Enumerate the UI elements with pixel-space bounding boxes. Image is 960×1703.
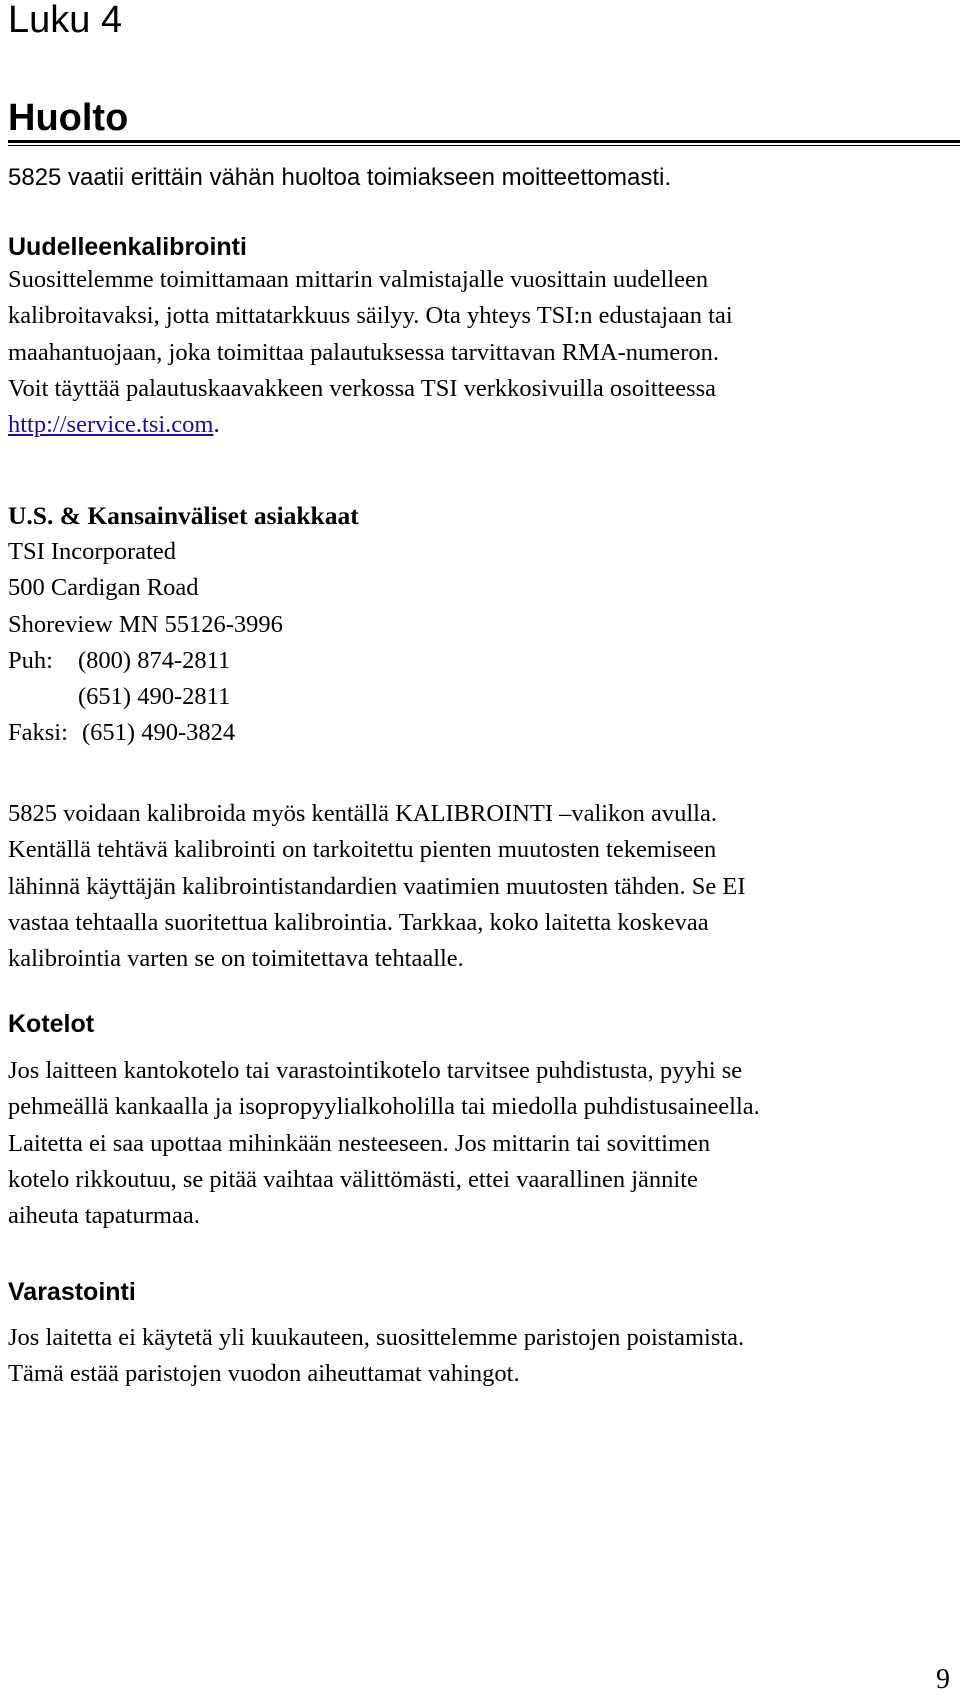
phone-number-2: (651) 490-2811 bbox=[78, 683, 231, 711]
cases-paragraph bbox=[8, 1053, 953, 1234]
chapter-label: Luku 4 bbox=[8, 0, 123, 41]
text-line: Kentällä tehtävä kalibrointi on tarkoitettu pienten muutosten tekemiseen bbox=[8, 836, 717, 864]
field-calibration-paragraph bbox=[8, 796, 953, 977]
text-line: pehmeällä kankaalla ja isopropyylialkoholilla tai miedolla puhdistusaineella. bbox=[8, 1093, 760, 1121]
link-suffix: . bbox=[213, 411, 220, 439]
contact-heading: U.S. & Kansainväliset asiakkaat bbox=[8, 501, 359, 530]
phone-label: Puh: bbox=[8, 646, 53, 674]
company-name: TSI Incorporated bbox=[8, 538, 177, 565]
text-line: aiheuta tapaturmaa. bbox=[8, 1202, 200, 1230]
text-line: Jos laitteen kantokotelo tai varastointikotelo tarvitsee puhdistusta, pyyhi se bbox=[8, 1057, 743, 1084]
text-line: kotelo rikkoutuu, se pitää vaihtaa välittömästi, ettei vaarallinen jännite bbox=[8, 1165, 698, 1193]
contact-address bbox=[8, 534, 283, 752]
text-line: vastaa tehtaalla suoritettua kalibrointia. Tarkkaa, koko laitetta koskevaa bbox=[8, 908, 709, 936]
text-line: Suosittelemme toimittamaan mittarin valmistajalle vuosittain uudelleen bbox=[8, 266, 709, 293]
text-line: kalibrointia varten se on toimitettava tehtaalle. bbox=[8, 945, 464, 973]
recalibration-heading: Uudelleenkalibrointi bbox=[8, 233, 247, 261]
text-line: lähinnä käyttäjän kalibrointistandardien vaatimien muutosten tähden. Se EI bbox=[8, 872, 746, 900]
text-line: Jos laitetta ei käytetä yli kuukauteen, suosittelemme paristojen poistamista. bbox=[8, 1324, 745, 1351]
cases-heading: Kotelot bbox=[8, 1010, 95, 1038]
storage-heading: Varastointi bbox=[8, 1278, 136, 1306]
text-line: Voit täyttää palautuskaavakkeen verkossa TSI verkkosivuilla osoitteessa bbox=[8, 374, 717, 402]
storage-paragraph bbox=[8, 1320, 953, 1393]
recalibration-paragraph bbox=[8, 262, 953, 443]
text-line: Tämä estää paristojen vuodon aiheuttamat vahingot. bbox=[8, 1360, 520, 1388]
title-rule-thin bbox=[8, 145, 960, 146]
text-line: 5825 voidaan kalibroida myös kentällä KALIBROINTI –valikon avulla. bbox=[8, 800, 717, 827]
text-line: Laitetta ei saa upottaa mihinkään nesteeseen. Jos mittarin tai sovittimen bbox=[8, 1129, 711, 1157]
fax-label: Faksi: bbox=[8, 719, 68, 747]
text-line: maahantuojaan, joka toimittaa palautuksessa tarvittavan RMA-numeron. bbox=[8, 338, 719, 366]
intro-text: 5825 vaatii erittäin vähän huoltoa toimiakseen moitteettomasti. bbox=[8, 164, 672, 191]
title-rule-thick bbox=[8, 140, 960, 143]
page-title: Huolto bbox=[8, 97, 129, 139]
fax-number: (651) 490-3824 bbox=[82, 719, 236, 747]
service-link[interactable]: http://service.tsi.com bbox=[8, 411, 214, 439]
page-number: 9 bbox=[936, 1664, 950, 1695]
street-address: 500 Cardigan Road bbox=[8, 574, 199, 602]
text-line: kalibroitavaksi, jotta mittatarkkuus säilyy. Ota yhteys TSI:n edustajaan tai bbox=[8, 302, 733, 330]
phone-number-1: (800) 874-2811 bbox=[78, 646, 231, 674]
city-address: Shoreview MN 55126-3996 bbox=[8, 610, 283, 638]
